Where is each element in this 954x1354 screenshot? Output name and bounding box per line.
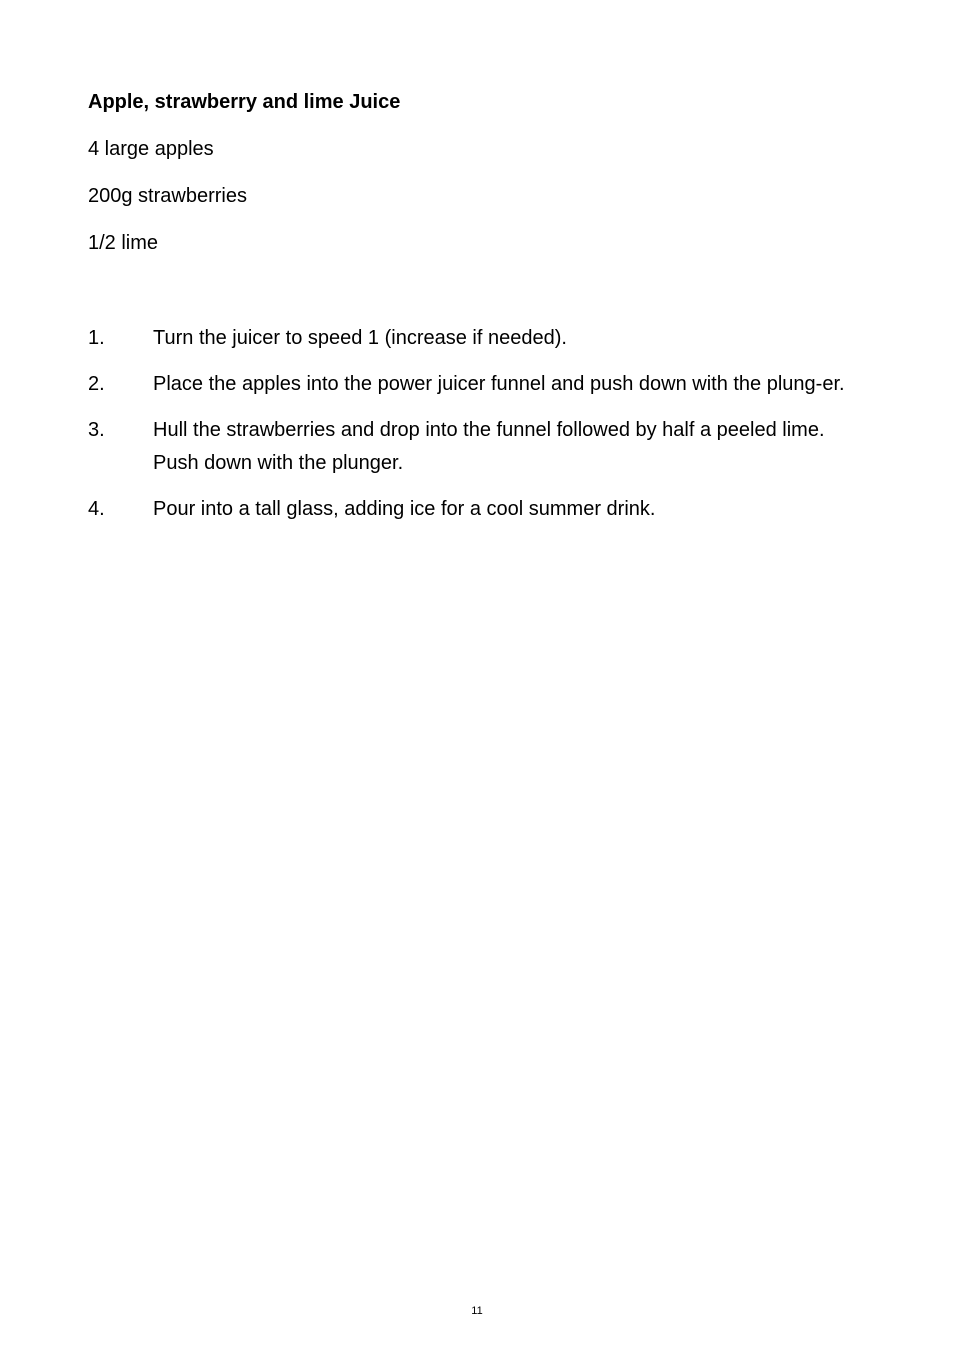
step-number: 1. <box>88 327 105 349</box>
method-step <box>88 368 868 401</box>
ingredient-item: 200g strawberries <box>88 185 247 207</box>
step-number: 4. <box>88 498 105 520</box>
step-text: Pour into a tall glass, adding ice for a cool summer drink. <box>153 498 656 520</box>
step-number: 3. <box>88 419 105 441</box>
page-number: 11 <box>471 1305 483 1317</box>
step-number: 2. <box>88 373 105 395</box>
step-text: Place the apples into the power juicer funnel and push down with the plung-er. <box>153 373 845 395</box>
method-step <box>88 414 868 480</box>
step-text: Hull the strawberries and drop into the funnel followed by half a peeled lime. Push down with the plunger. <box>153 419 825 474</box>
recipe-title: Apple, strawberry and lime Juice <box>88 91 401 113</box>
ingredient-item: 1/2 lime <box>88 232 159 254</box>
step-text: Turn the juicer to speed 1 (increase if needed). <box>153 327 567 349</box>
method-step <box>88 322 868 355</box>
method-steps-list <box>88 322 868 539</box>
ingredient-item: 4 large apples <box>88 138 214 160</box>
method-step <box>88 493 868 526</box>
